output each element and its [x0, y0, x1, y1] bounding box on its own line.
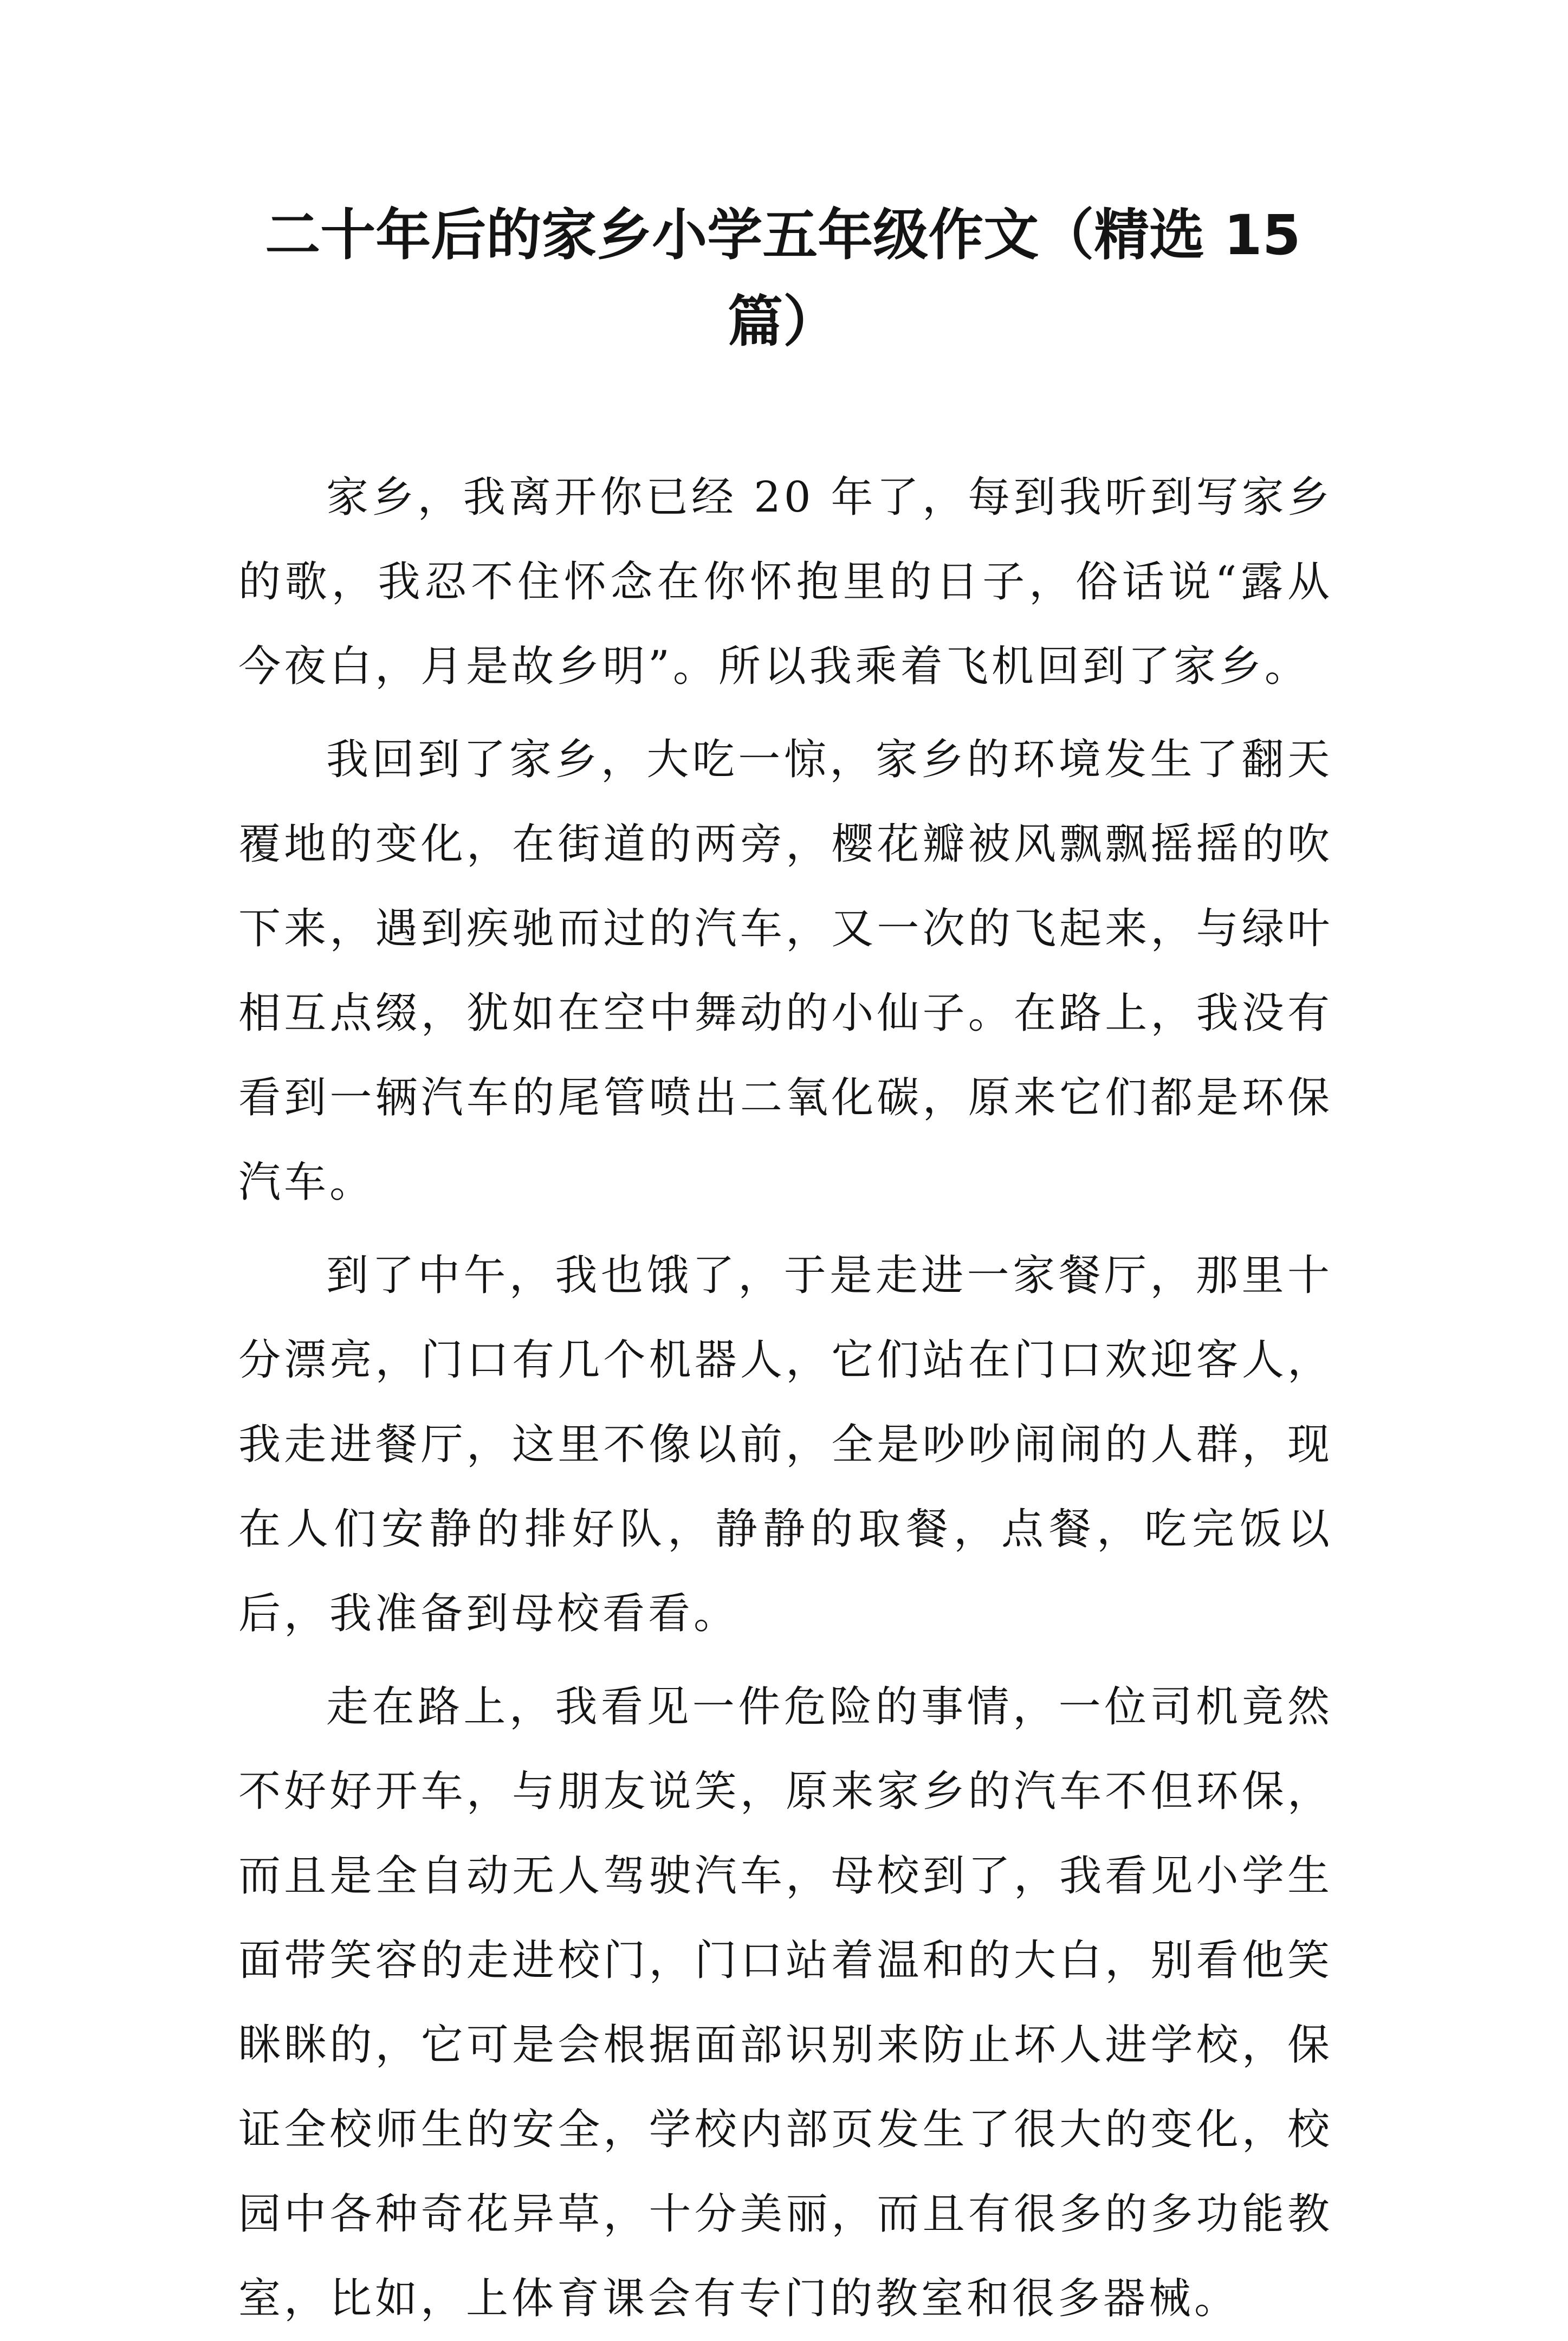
paragraph-3: 到了中午，我也饿了，于是走进一家餐厅，那里十分漂亮，门口有几个机器人，它们站在门口欢迎客人，我走进餐厅，这里不像以前，全是吵吵闹闹的人群，现在人们安静的排好队，静静的取餐，点餐，吃完饭以后，我准备到母校看看。	[238, 1251, 1333, 1638]
document-title: 二十年后的家乡小学五年级作文（精选 15 篇）	[265, 203, 1301, 354]
paragraph-4: 走在路上，我看见一件危险的事情，一位司机竟然不好好开车，与朋友说笑，原来家乡的汽车不但环保，而且是全自动无人驾驶汽车，母校到了，我看见小学生面带笑容的走进校门，门口站着温和的大白，别看他笑眯眯的，它可是会根据面部识别来防止坏人进学校，保证全校师生的安全，学校内部页发生了很大的变化，校园中各种奇花异草，十分美丽，而且有很多的多功能教室，比如，上体育课会有专门的教室和很多器械。	[238, 1683, 1333, 2323]
paragraph-1: 家乡，我离开你已经 20 年了，每到我听到写家乡的歌，我忍不住怀念在你怀抱里的日子，俗话说“露从今夜白，月是故乡明”。所以我乘着飞机回到了家乡。	[238, 473, 1333, 691]
paragraph-2: 我回到了家乡，大吃一惊，家乡的环境发生了翻天覆地的变化，在街道的两旁，樱花瓣被风飘飘摇摇的吹下来，遇到疾驰而过的汽车，又一次的飞起来，与绿叶相互点缀，犹如在空中舞动的小仙子。在路上，我没有看到一辆汽车的尾管喷出二氧化碳，原来它们都是环保汽车。	[238, 735, 1333, 1207]
document-body	[238, 455, 1333, 2341]
